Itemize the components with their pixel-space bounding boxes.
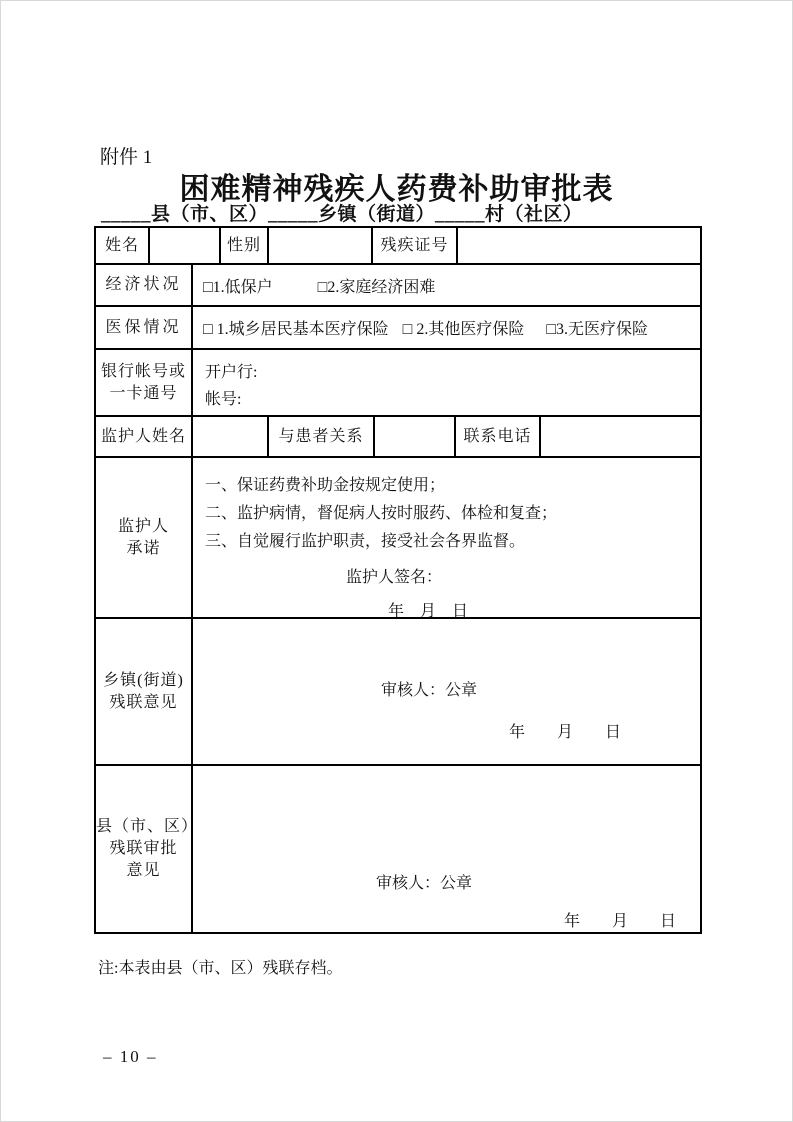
- county-approval-date-line: 年 月 日: [564, 913, 677, 930]
- attachment-label: 附件 1: [100, 147, 153, 168]
- disability-cert-value-cell: [458, 228, 700, 263]
- guardian-commitment-label-line1: 监护人: [117, 517, 169, 535]
- village-blank: _____: [435, 204, 486, 225]
- name-label: 姓名: [96, 228, 150, 263]
- township-review-label-line1: 乡镇(街道): [103, 671, 184, 689]
- location-line: [101, 199, 583, 226]
- checkbox-option-low-income: □1.低保户: [203, 278, 273, 296]
- county-reviewer-seal-label: 审核人：公章: [376, 875, 473, 892]
- bank-account-label-line1: 银行帐号或: [100, 362, 186, 380]
- guardian-commitment-content: [193, 458, 700, 620]
- guardian-name-value-cell: [193, 417, 269, 456]
- archive-note: 注:本表由县（市、区）残联存档。: [98, 960, 343, 977]
- guardian-commitment-row: [96, 458, 700, 619]
- township-review-label-line2: 残联意见: [109, 693, 178, 711]
- village-label: 村（社区）: [485, 204, 583, 225]
- guardian-commitment-label: [96, 458, 193, 617]
- township-blank: _____: [268, 204, 319, 225]
- insurance-status-options: [193, 307, 700, 348]
- guardian-info-row: [96, 417, 700, 458]
- basic-info-row: [96, 228, 700, 265]
- bank-account-content: [193, 350, 700, 415]
- contact-phone-value-cell: [541, 417, 700, 456]
- checkbox-option-family-difficulty: □2.家庭经济困难: [317, 278, 436, 296]
- checkbox-option-no-insurance: □3.无医疗保险: [546, 321, 649, 338]
- township-review-date-line: 年 月 日: [509, 724, 622, 741]
- township-review-content: [193, 619, 700, 764]
- township-reviewer-seal-label: 审核人：公章: [381, 682, 478, 699]
- county-approval-content: [193, 766, 700, 932]
- bank-account-row: [96, 350, 700, 417]
- page-title: 困难精神残疾人药费补助审批表: [179, 173, 614, 206]
- checkbox-option-basic-insurance: □ 1.城乡居民基本医疗保险: [203, 321, 389, 338]
- township-label: 乡镇（街道）: [318, 204, 436, 225]
- commitment-item-1: 一、保证药费补助金按规定使用；: [205, 477, 446, 494]
- county-approval-label-line3: 意见: [126, 862, 161, 879]
- township-review-label: [96, 619, 193, 764]
- commitment-item-2: 二、监护病情，督促病人按时服药、体检和复查；: [205, 505, 558, 522]
- economic-status-row: [96, 265, 700, 307]
- guardian-signature-date-line: 年 月 日: [388, 603, 469, 620]
- patient-relation-label: 与患者关系: [269, 417, 375, 456]
- insurance-status-label: 医保情况: [96, 307, 193, 348]
- approval-form-table: [94, 226, 702, 934]
- economic-status-options: [193, 265, 700, 305]
- county-label: 县（市、区）: [151, 204, 269, 225]
- bank-account-label-line2: 一卡通号: [109, 384, 178, 402]
- contact-phone-label: 联系电话: [456, 417, 541, 456]
- township-review-row: [96, 619, 700, 766]
- gender-label: 性别: [221, 228, 269, 263]
- patient-relation-value-cell: [375, 417, 456, 456]
- account-number-field-label: 帐号:: [205, 391, 242, 408]
- county-approval-label-line2: 残联审批: [109, 840, 178, 857]
- economic-status-label: 经济状况: [96, 265, 193, 305]
- gender-value-cell: [269, 228, 373, 263]
- commitment-item-3: 三、自觉履行监护职责，接受社会各界监督。: [205, 533, 526, 550]
- county-approval-label: [96, 766, 199, 932]
- county-blank: _____: [101, 204, 151, 225]
- county-approval-row: [96, 766, 700, 932]
- guardian-name-label: 监护人姓名: [96, 417, 193, 456]
- bank-name-field-label: 开户行:: [205, 364, 258, 381]
- county-approval-label-line1: 县（市、区）: [96, 818, 199, 835]
- disability-cert-label: 残疾证号: [373, 228, 458, 263]
- checkbox-option-other-insurance: □ 2.其他医疗保险: [402, 321, 525, 338]
- guardian-commitment-label-line2: 承诺: [126, 539, 161, 557]
- bank-account-label: [96, 350, 193, 415]
- guardian-signature-label: 监护人签名：: [346, 569, 443, 586]
- name-value-cell: [150, 228, 221, 263]
- page-number: – 10 –: [103, 1047, 158, 1066]
- insurance-status-row: [96, 307, 700, 350]
